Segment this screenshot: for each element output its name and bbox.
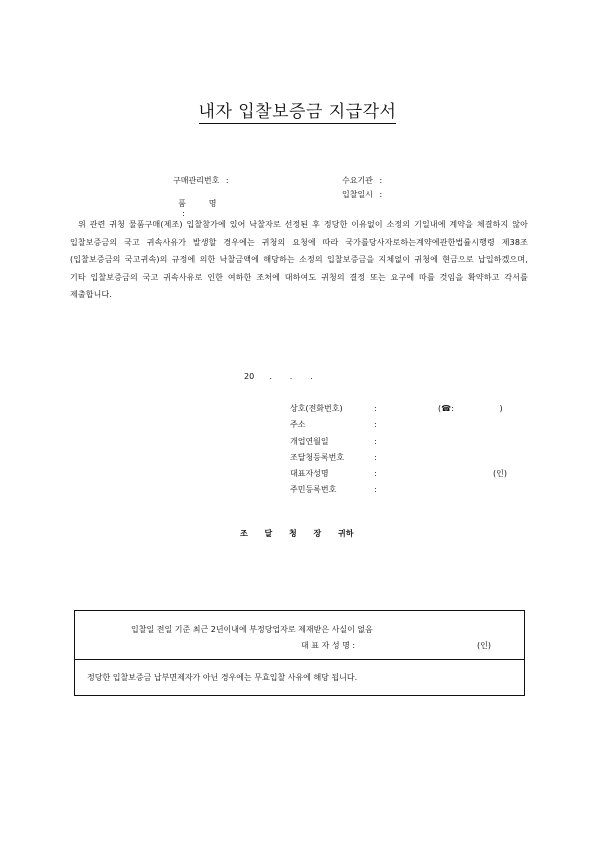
resident-no-colon: : xyxy=(374,485,377,495)
demand-org-label: 수요기관 xyxy=(342,176,373,185)
purchase-no-colon: : xyxy=(225,176,229,185)
demand-org-field xyxy=(342,175,382,186)
seal-mark: (인) xyxy=(493,469,507,479)
bid-date-field xyxy=(342,189,382,200)
bid-date-label: 입찰일시 xyxy=(342,190,373,199)
resident-no-label: 주민등록번호 xyxy=(290,485,337,495)
representative-colon: : xyxy=(374,469,377,479)
purchase-no-field xyxy=(173,175,229,186)
phone-field: (☎: ) xyxy=(438,404,503,413)
bidder-row-company xyxy=(290,401,503,417)
box-representative-label: 대 표 자 성 명 : xyxy=(301,641,356,650)
item-name-colon: : xyxy=(182,209,185,218)
registration-label: 조달청등록번호 xyxy=(290,452,345,462)
bidder-row-resident-no xyxy=(290,482,377,498)
registration-colon: : xyxy=(374,452,377,462)
opening-date-label: 개업연월일 xyxy=(290,436,329,446)
date-line: 20 . . . xyxy=(244,372,313,381)
notice-box xyxy=(74,610,525,696)
recipient-line: 조 달 청 장 귀하 xyxy=(240,529,354,538)
document-title-text: 내자 입찰보증금 지급각서 xyxy=(198,102,397,122)
invalid-bid-warning: 정당한 입찰보증금 납부면제자가 아닌 경우에는 무효입찰 사유에 해당 됩니다. xyxy=(87,673,358,682)
sanction-statement: 입찰일 전일 기준 최근 2년이내에 부정당업자로 제재받은 사실이 없음 xyxy=(131,625,373,634)
purchase-no-label: 구매관리번호 xyxy=(173,176,220,185)
company-label: 상호(전화번호) xyxy=(290,404,343,413)
bidder-row-registration xyxy=(290,450,377,466)
bidder-row-opening-date xyxy=(290,434,377,450)
box-divider xyxy=(75,659,524,660)
bidder-row-address xyxy=(290,417,377,433)
item-name-label: 품 명 xyxy=(178,199,217,208)
address-label: 주소 xyxy=(290,420,306,430)
pledge-paragraph: 위 관련 귀청 물품구매(제조) 입찰참가에 있어 낙찰자로 선정된 후 정당한 이유없이 소정의 기일내에 계약을 체결하지 않아 입찰보증금의 국고 귀속사유가 발생할 경우에는 귀청의 요청에 따라 국가를당사자로하는계약에관한법률시행령 제38조(입찰보증금의 국고귀속)의 규정에 의한 낙찰금액에 해당하는 소정의 입찰보증금을 지체없이 귀청에 현금으로 납입하겠으며, 기타 입찰보증금의 국고 귀속사유로 인한 여하한 조처에 대하여도 귀청의 결정 또는 요구에 따를 것임을 확약하고 각서를 제출합니다. xyxy=(70,220,528,300)
bidder-row-representative xyxy=(290,466,507,482)
box-seal-mark: (인) xyxy=(477,641,491,650)
bidder-info xyxy=(290,401,507,499)
demand-org-colon: : xyxy=(379,176,383,185)
item-name-field xyxy=(173,189,241,218)
opening-date-colon: : xyxy=(374,436,377,446)
company-colon: : xyxy=(374,404,377,413)
address-colon: : xyxy=(374,420,377,430)
document-title xyxy=(0,97,595,122)
representative-label: 대표자성명 xyxy=(290,469,329,479)
bid-date-colon: : xyxy=(379,190,383,199)
